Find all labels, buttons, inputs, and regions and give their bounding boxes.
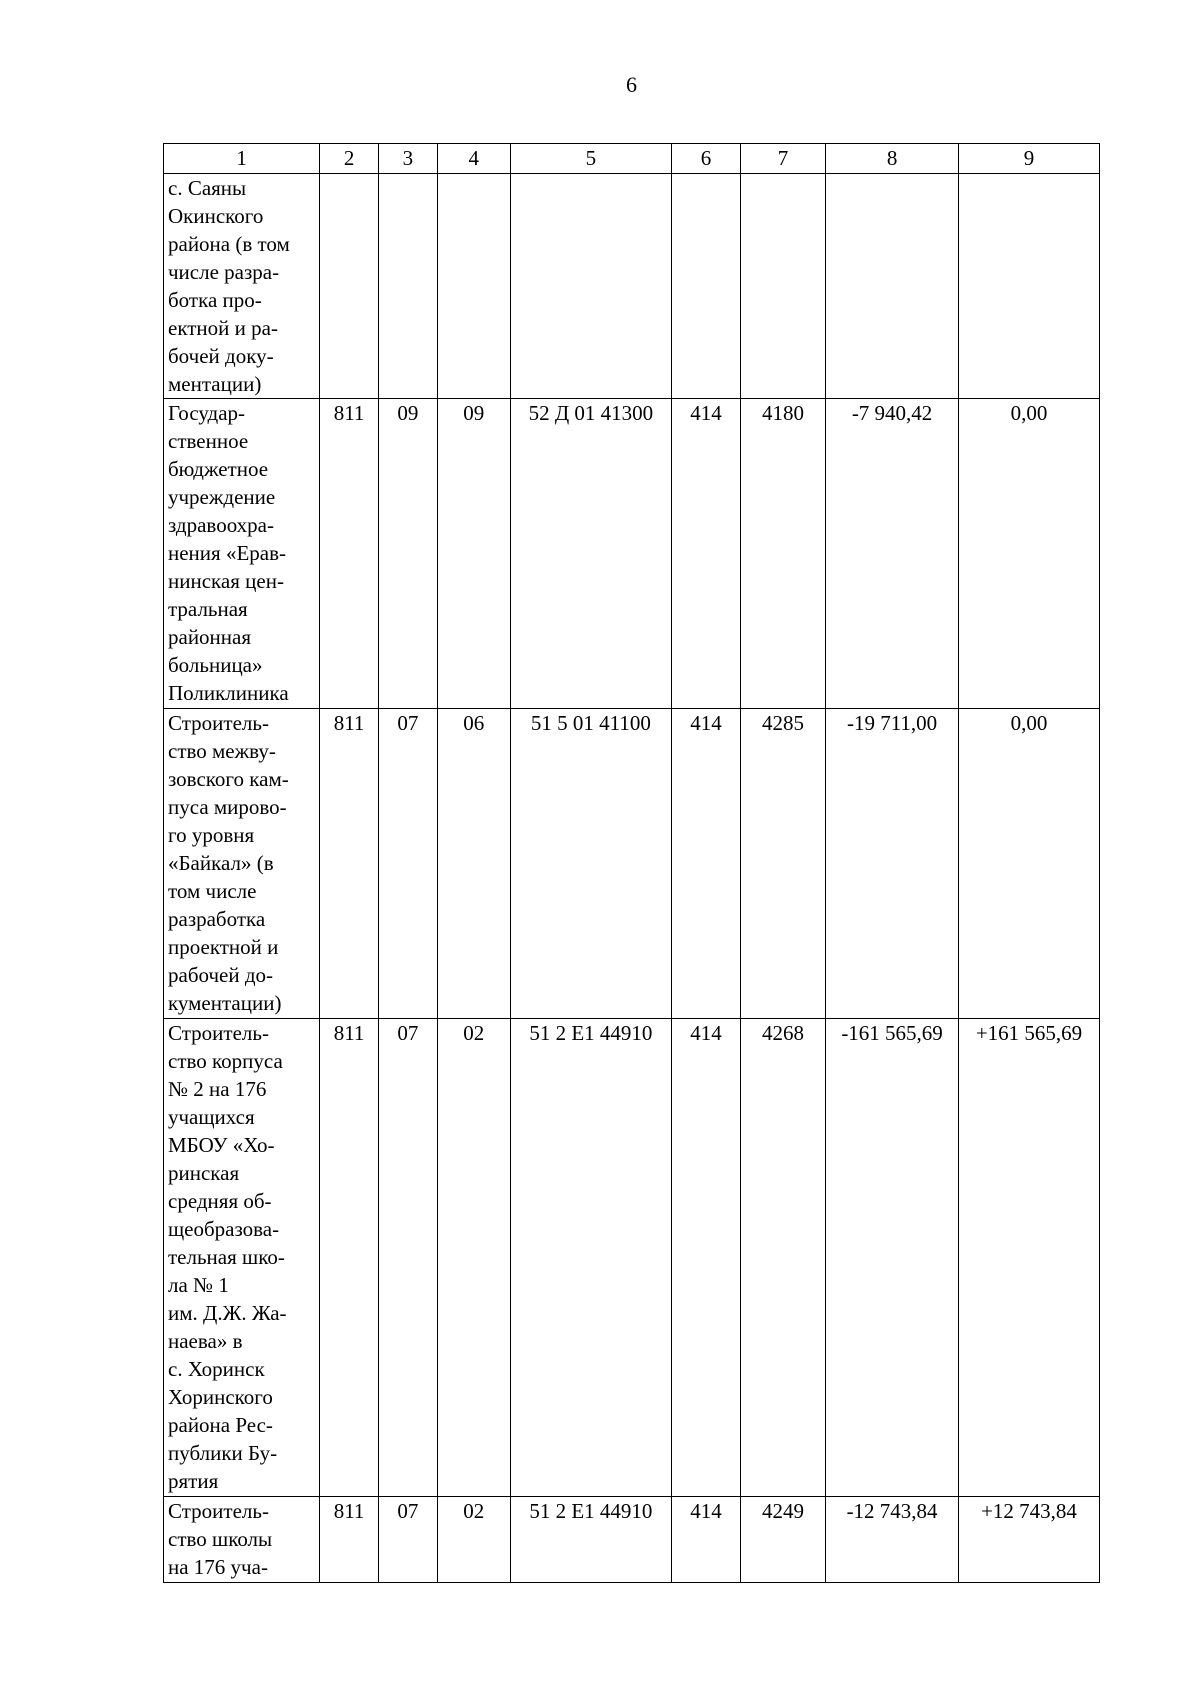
expense-type-cell: 414	[672, 399, 741, 709]
table-row	[164, 1497, 1100, 1583]
expense-type-cell	[672, 174, 741, 399]
subsection-cell: 02	[437, 1019, 510, 1497]
column-header: 3	[378, 144, 437, 174]
amount-cell: +12 743,84	[958, 1497, 1099, 1583]
amount-cell: +161 565,69	[958, 1019, 1099, 1497]
column-header: 7	[740, 144, 825, 174]
object-code-cell: 4285	[740, 709, 825, 1019]
section-cell: 07	[378, 1497, 437, 1583]
target-article-cell	[510, 174, 671, 399]
object-name-cell: Строитель- ство межву- зовского кам- пуса мирово- го уровня «Байкал» (в том числе разработка проектной и рабочей до- кументации)	[164, 709, 320, 1019]
table-row	[164, 399, 1100, 709]
object-code-cell: 4180	[740, 399, 825, 709]
amount-cell: 0,00	[958, 709, 1099, 1019]
change-amount-cell: -7 940,42	[826, 399, 959, 709]
header-row	[164, 144, 1100, 174]
table-row	[164, 709, 1100, 1019]
budget-table	[163, 143, 1100, 1583]
object-code-cell: 4268	[740, 1019, 825, 1497]
object-code-cell: 4249	[740, 1497, 825, 1583]
column-header: 2	[320, 144, 379, 174]
page-number: 6	[626, 72, 637, 97]
object-code-cell	[740, 174, 825, 399]
section-cell: 07	[378, 1019, 437, 1497]
target-article-cell: 52 Д 01 41300	[510, 399, 671, 709]
target-article-cell: 51 2 E1 44910	[510, 1497, 671, 1583]
expense-type-cell: 414	[672, 1019, 741, 1497]
target-article-cell: 51 2 E1 44910	[510, 1019, 671, 1497]
change-amount-cell: -19 711,00	[826, 709, 959, 1019]
column-header: 1	[164, 144, 320, 174]
change-amount-cell: -161 565,69	[826, 1019, 959, 1497]
object-name-cell: Строитель- ство корпуса № 2 на 176 учащихся МБОУ «Хо- ринская средняя об- щеобразова- тельная шко- ла № 1 им. Д.Ж. Жа- наева» в с. Хоринск Хоринского района Рес- публики Бу- рятия	[164, 1019, 320, 1497]
subsection-cell	[437, 174, 510, 399]
expense-type-cell: 414	[672, 1497, 741, 1583]
subsection-cell: 06	[437, 709, 510, 1019]
column-header: 8	[826, 144, 959, 174]
section-cell	[378, 174, 437, 399]
object-name-cell: Строитель- ство школы на 176 уча-	[164, 1497, 320, 1583]
change-amount-cell: -12 743,84	[826, 1497, 959, 1583]
object-name-cell: Государ- ственное бюджетное учреждение здравоохра- нения «Ерав- нинская цен- тральная районная больница» Поликлиника	[164, 399, 320, 709]
grbs-cell: 811	[320, 1019, 379, 1497]
column-header: 4	[437, 144, 510, 174]
subsection-cell: 09	[437, 399, 510, 709]
column-header: 9	[958, 144, 1099, 174]
amount-cell: 0,00	[958, 399, 1099, 709]
section-cell: 07	[378, 709, 437, 1019]
grbs-cell	[320, 174, 379, 399]
amount-cell	[958, 174, 1099, 399]
grbs-cell: 811	[320, 709, 379, 1019]
target-article-cell: 51 5 01 41100	[510, 709, 671, 1019]
column-header: 5	[510, 144, 671, 174]
grbs-cell: 811	[320, 1497, 379, 1583]
table-row	[164, 1019, 1100, 1497]
grbs-cell: 811	[320, 399, 379, 709]
column-header: 6	[672, 144, 741, 174]
section-cell: 09	[378, 399, 437, 709]
change-amount-cell	[826, 174, 959, 399]
expense-type-cell: 414	[672, 709, 741, 1019]
subsection-cell: 02	[437, 1497, 510, 1583]
object-name-cell: с. Саяны Окинского района (в том числе разра- ботка про- ектной и ра- бочей доку- ментации)	[164, 174, 320, 399]
table-row	[164, 174, 1100, 399]
